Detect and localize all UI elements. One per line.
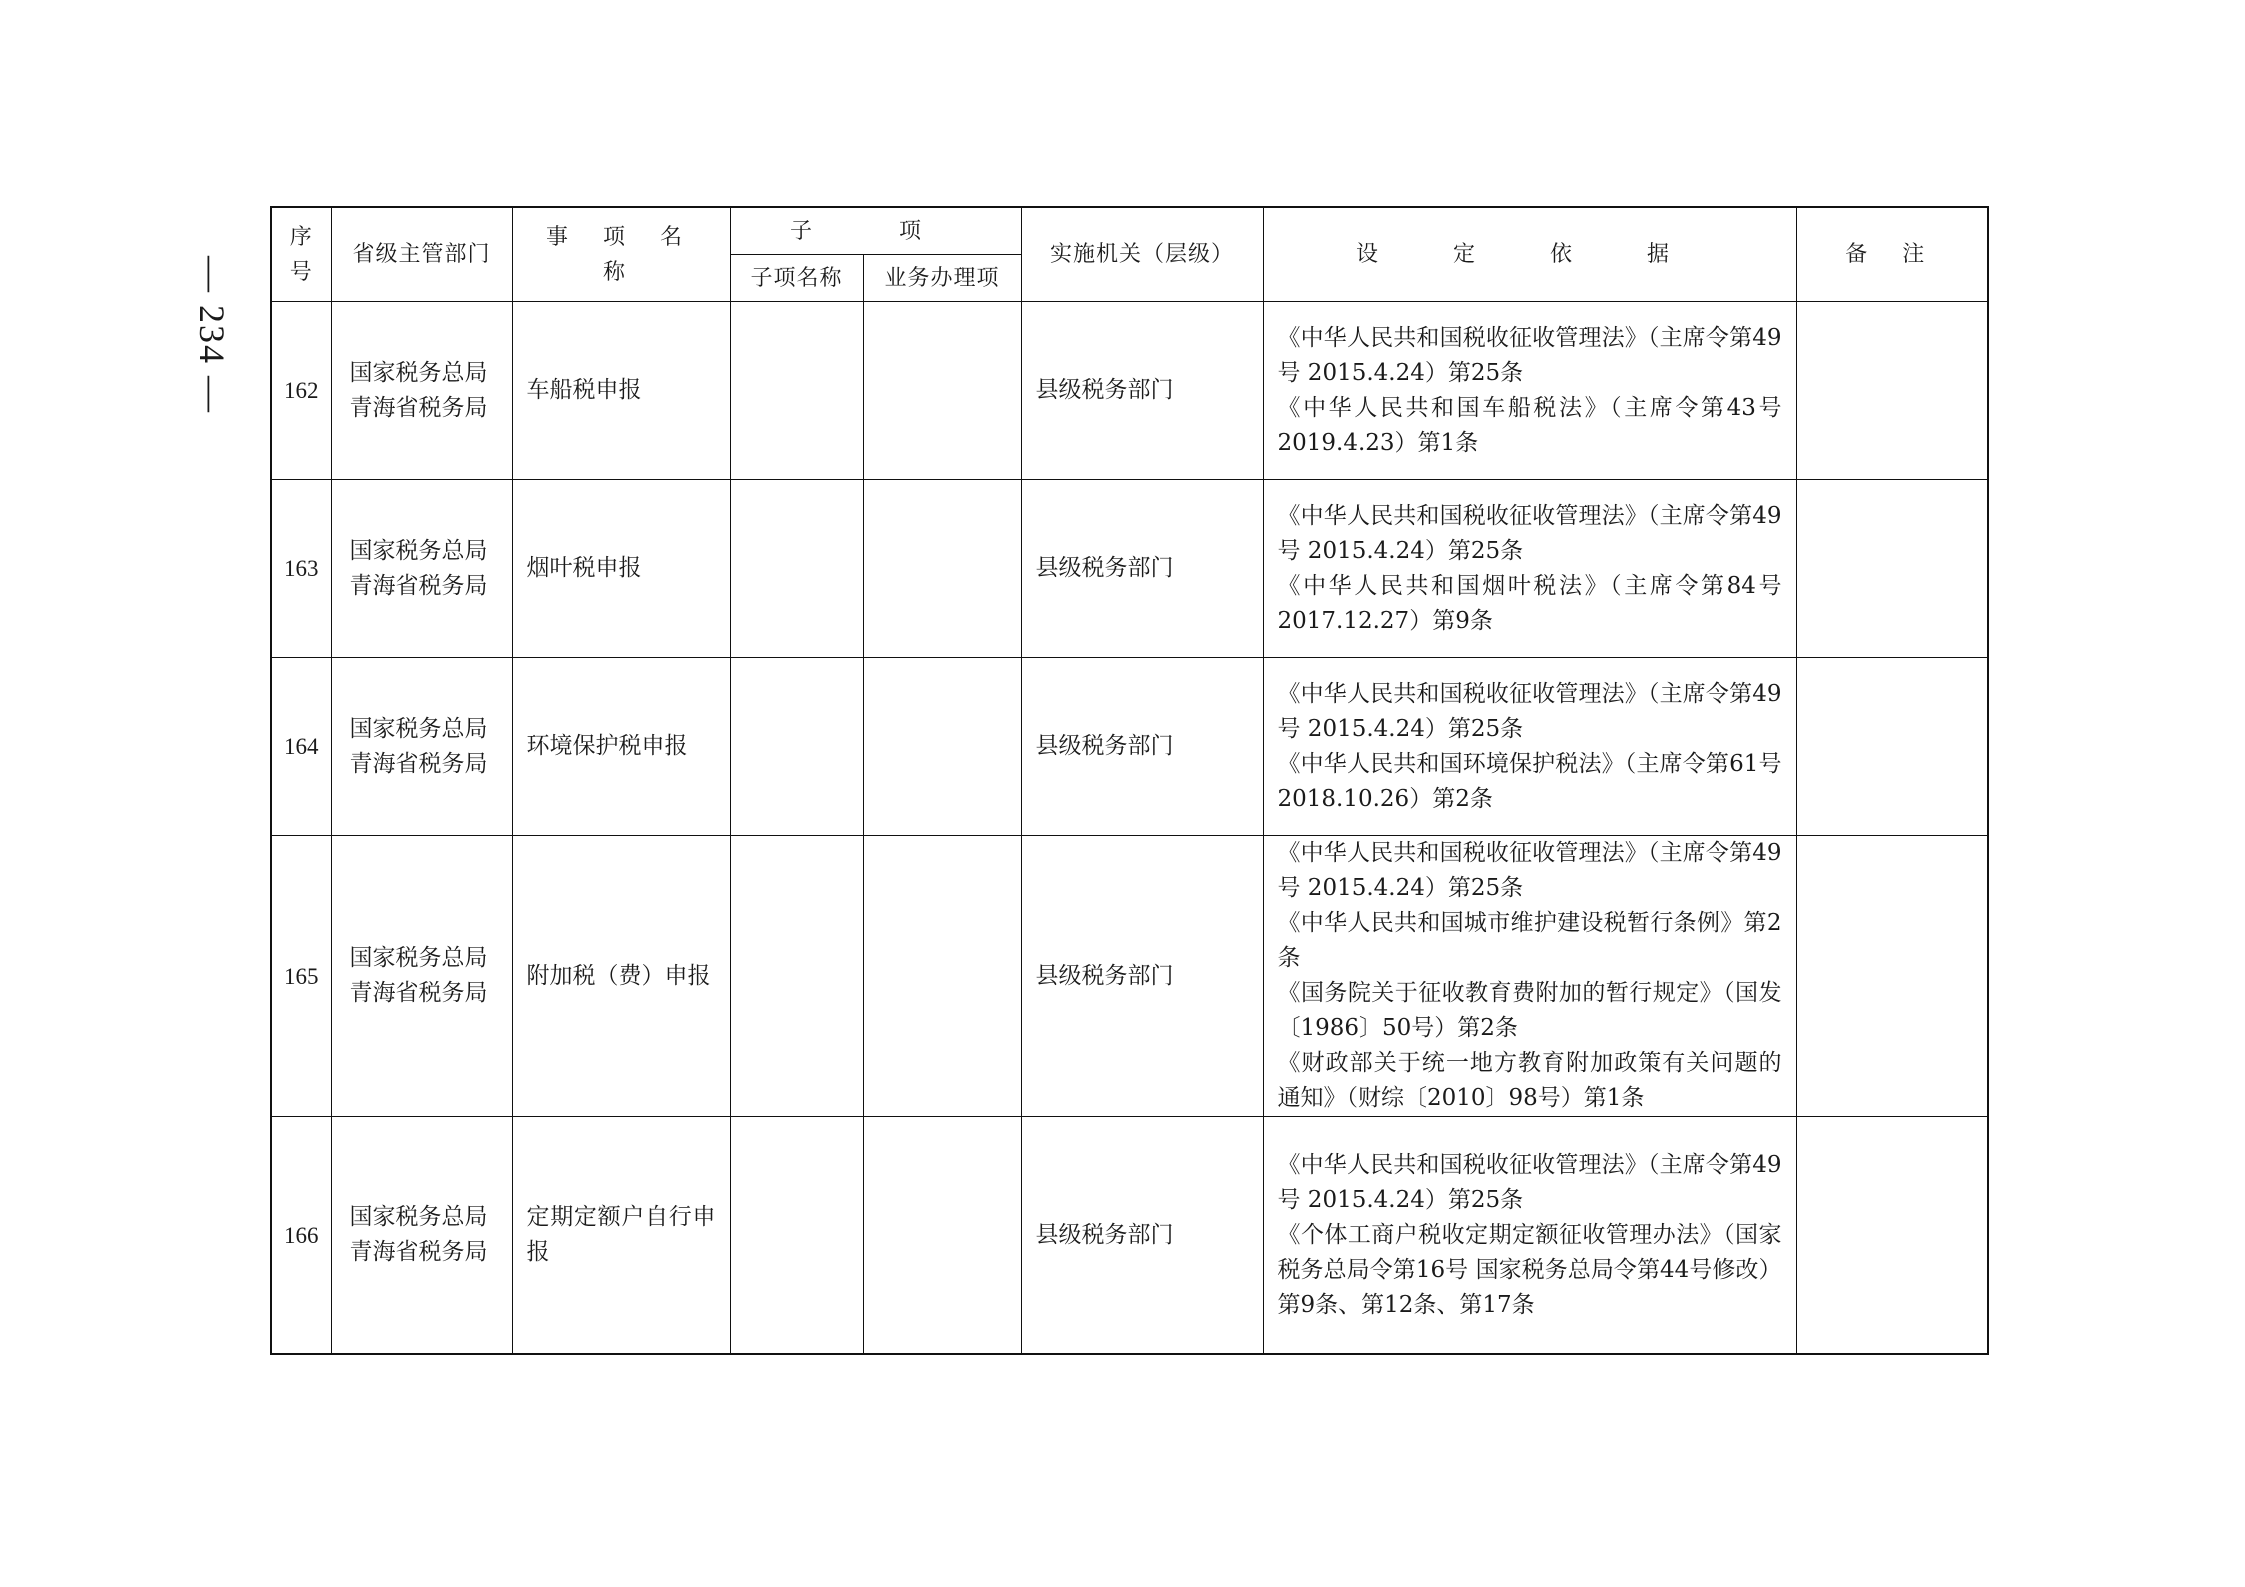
header-sub-item: 子 项 (730, 207, 1021, 255)
table-row (271, 658, 1988, 836)
header-org: 实施机关（层级） (1021, 207, 1263, 302)
cell-sub-item-name (730, 1117, 863, 1355)
cell-business-item (863, 302, 1021, 480)
basis-line: 《个体工商户税收定期定额征收管理办法》（国家税务总局令第16号 国家税务总局令第44号修改）第9条、第12条、第17条 (1277, 1221, 1782, 1318)
dept-line: 国家税务总局 (349, 537, 488, 564)
cell-basis (1263, 302, 1796, 480)
basis-line: 《中华人民共和国税收征收管理法》（主席令第49号 2015.4.24）第25条 (1277, 502, 1782, 564)
header-dept: 省级主管部门 (331, 207, 512, 302)
cell-remark (1796, 1117, 1988, 1355)
basis-line: 《中华人民共和国车船税法》（主席令第43号 2019.4.23）第1条 (1277, 394, 1782, 456)
table-row (271, 1117, 1988, 1355)
table-row (271, 836, 1988, 1117)
cell-dept (331, 302, 512, 480)
page-number-text: — 234 — (192, 256, 232, 414)
basis-line: 《中华人民共和国城市维护建设税暂行条例》第2条 (1277, 910, 1782, 971)
basis-line: 《财政部关于统一地方教育附加政策有关问题的通知》（财综〔2010〕98号）第1条 (1277, 1050, 1782, 1111)
header-seq: 序号 (271, 207, 331, 302)
cell-item-name: 环境保护税申报 (512, 658, 730, 836)
cell-basis (1263, 1117, 1796, 1355)
basis-line: 《中华人民共和国税收征收管理法》（主席令第49号 2015.4.24）第25条 (1277, 680, 1782, 742)
cell-seq: 163 (271, 480, 331, 658)
cell-seq: 165 (271, 836, 331, 1117)
basis-line: 《国务院关于征收教育费附加的暂行规定》（国发〔1986〕50号）第2条 (1277, 980, 1782, 1041)
basis-line: 《中华人民共和国烟叶税法》（主席令第84号 2017.12.27）第9条 (1277, 572, 1782, 634)
cell-sub-item-name (730, 658, 863, 836)
cell-dept (331, 480, 512, 658)
cell-dept (331, 836, 512, 1117)
header-item-name: 事 项 名 称 (512, 207, 730, 302)
basis-line: 《中华人民共和国税收征收管理法》（主席令第49号 2015.4.24）第25条 (1277, 1151, 1782, 1213)
cell-remark (1796, 480, 1988, 658)
basis-line: 《中华人民共和国税收征收管理法》（主席令第49号 2015.4.24）第25条 (1277, 324, 1782, 386)
cell-basis (1263, 480, 1796, 658)
cell-sub-item-name (730, 302, 863, 480)
cell-seq: 162 (271, 302, 331, 480)
cell-item-name: 车船税申报 (512, 302, 730, 480)
cell-basis (1263, 836, 1796, 1117)
cell-org: 县级税务部门 (1021, 1117, 1263, 1355)
cell-dept (331, 658, 512, 836)
table-header (271, 207, 1988, 302)
header-sub-item-name: 子项名称 (730, 255, 863, 302)
cell-business-item (863, 658, 1021, 836)
header-business-item: 业务办理项 (863, 255, 1021, 302)
cell-business-item (863, 480, 1021, 658)
cell-item-name: 定期定额户自行申报 (512, 1117, 730, 1355)
cell-business-item (863, 836, 1021, 1117)
dept-line: 青海省税务局 (349, 572, 488, 599)
dept-line: 国家税务总局 (349, 1204, 488, 1230)
cell-remark (1796, 836, 1988, 1117)
cell-dept (331, 1117, 512, 1355)
dept-line: 青海省税务局 (349, 1239, 488, 1265)
cell-item-name: 烟叶税申报 (512, 480, 730, 658)
cell-item-name: 附加税（费）申报 (512, 836, 730, 1117)
page-number (192, 245, 232, 425)
cell-seq: 164 (271, 658, 331, 836)
basis-line: 《中华人民共和国税收征收管理法》（主席令第49号 2015.4.24）第25条 (1277, 840, 1782, 901)
cell-business-item (863, 1117, 1021, 1355)
dept-line: 国家税务总局 (349, 945, 488, 971)
dept-line: 国家税务总局 (349, 715, 488, 742)
dept-line: 国家税务总局 (349, 359, 488, 386)
cell-remark (1796, 658, 1988, 836)
header-remark: 备 注 (1796, 207, 1988, 302)
cell-sub-item-name (730, 480, 863, 658)
cell-seq: 166 (271, 1117, 331, 1355)
basis-line: 《中华人民共和国环境保护税法》（主席令第61号 2018.10.26）第2条 (1277, 750, 1782, 812)
dept-line: 青海省税务局 (349, 750, 488, 777)
cell-org: 县级税务部门 (1021, 302, 1263, 480)
dept-line: 青海省税务局 (349, 394, 488, 421)
cell-org: 县级税务部门 (1021, 658, 1263, 836)
cell-org: 县级税务部门 (1021, 480, 1263, 658)
cell-basis (1263, 658, 1796, 836)
cell-sub-item-name (730, 836, 863, 1117)
dept-line: 青海省税务局 (349, 980, 488, 1006)
cell-org: 县级税务部门 (1021, 836, 1263, 1117)
matters-table (270, 206, 1989, 1355)
cell-remark (1796, 302, 1988, 480)
table-row (271, 302, 1988, 480)
header-basis: 设 定 依 据 (1263, 207, 1796, 302)
table-row (271, 480, 1988, 658)
